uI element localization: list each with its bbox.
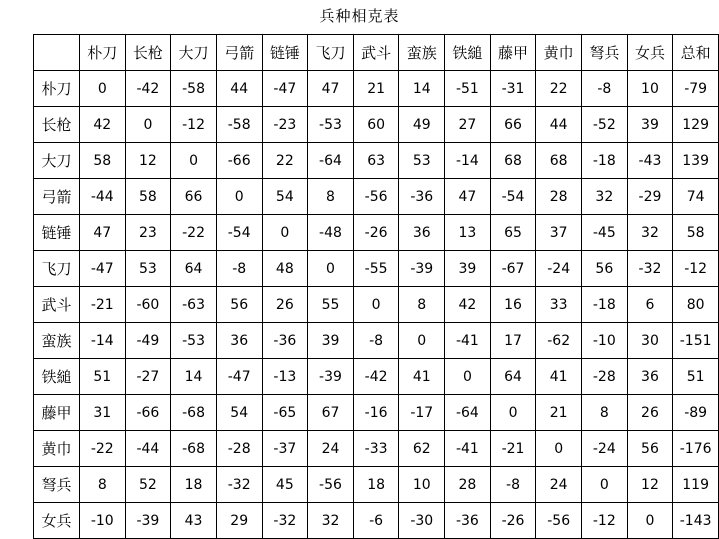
- value-cell: -64: [308, 143, 354, 179]
- row-header: 武斗: [34, 287, 80, 323]
- value-cell: 39: [308, 323, 354, 359]
- table-row: [34, 215, 719, 251]
- value-cell: 0: [399, 323, 445, 359]
- value-cell: -63: [171, 287, 217, 323]
- value-cell: -28: [216, 431, 262, 467]
- value-cell: -53: [171, 323, 217, 359]
- value-cell: 13: [445, 215, 491, 251]
- value-cell: -56: [308, 467, 354, 503]
- value-cell: 29: [216, 503, 262, 539]
- value-cell: -58: [216, 107, 262, 143]
- value-cell: 14: [171, 359, 217, 395]
- value-cell: 8: [399, 287, 445, 323]
- value-cell: 48: [262, 251, 308, 287]
- value-cell: -37: [262, 431, 308, 467]
- value-cell: 44: [536, 107, 582, 143]
- value-cell: 44: [216, 71, 262, 107]
- value-cell: 67: [308, 395, 354, 431]
- value-cell: 49: [399, 107, 445, 143]
- value-cell: 0: [445, 359, 491, 395]
- value-cell: -58: [171, 71, 217, 107]
- value-cell: -54: [490, 179, 536, 215]
- value-cell: 0: [262, 215, 308, 251]
- value-cell: 41: [399, 359, 445, 395]
- value-cell: 63: [353, 143, 399, 179]
- value-cell: 66: [171, 179, 217, 215]
- value-cell: 32: [582, 179, 628, 215]
- value-cell: -26: [490, 503, 536, 539]
- value-cell: -33: [353, 431, 399, 467]
- value-cell: -36: [262, 323, 308, 359]
- value-cell: -23: [262, 107, 308, 143]
- value-cell: 47: [79, 215, 125, 251]
- column-header: 蛮族: [399, 35, 445, 71]
- total-cell: -12: [673, 251, 719, 287]
- value-cell: -52: [582, 107, 628, 143]
- value-cell: -56: [536, 503, 582, 539]
- total-cell: 119: [673, 467, 719, 503]
- table-row: [34, 287, 719, 323]
- value-cell: 31: [79, 395, 125, 431]
- value-cell: 60: [353, 107, 399, 143]
- value-cell: -30: [399, 503, 445, 539]
- value-cell: 58: [79, 143, 125, 179]
- value-cell: -14: [445, 143, 491, 179]
- value-cell: -18: [582, 287, 628, 323]
- value-cell: 36: [627, 359, 673, 395]
- value-cell: -22: [79, 431, 125, 467]
- value-cell: -28: [582, 359, 628, 395]
- value-cell: -18: [582, 143, 628, 179]
- value-cell: -55: [353, 251, 399, 287]
- value-cell: 47: [308, 71, 354, 107]
- column-header: 总和: [673, 35, 719, 71]
- corner-cell: [34, 35, 80, 71]
- value-cell: 14: [399, 71, 445, 107]
- value-cell: -31: [490, 71, 536, 107]
- value-cell: 36: [216, 323, 262, 359]
- value-cell: -44: [79, 179, 125, 215]
- value-cell: -64: [445, 395, 491, 431]
- value-cell: 37: [536, 215, 582, 251]
- total-cell: 58: [673, 215, 719, 251]
- value-cell: 30: [627, 323, 673, 359]
- value-cell: -17: [399, 395, 445, 431]
- column-header: 黄巾: [536, 35, 582, 71]
- value-cell: -22: [171, 215, 217, 251]
- value-cell: 26: [627, 395, 673, 431]
- value-cell: -32: [216, 467, 262, 503]
- column-header: 朴刀: [79, 35, 125, 71]
- value-cell: -39: [399, 251, 445, 287]
- value-cell: -12: [171, 107, 217, 143]
- table-title: 兵种相克表: [319, 7, 400, 25]
- value-cell: 43: [171, 503, 217, 539]
- value-cell: -36: [445, 503, 491, 539]
- value-cell: -51: [445, 71, 491, 107]
- value-cell: -24: [536, 251, 582, 287]
- value-cell: 53: [125, 251, 171, 287]
- value-cell: -56: [353, 179, 399, 215]
- value-cell: 0: [536, 431, 582, 467]
- value-cell: 12: [125, 143, 171, 179]
- value-cell: -12: [582, 503, 628, 539]
- value-cell: -67: [490, 251, 536, 287]
- value-cell: -48: [308, 215, 354, 251]
- value-cell: 68: [536, 143, 582, 179]
- value-cell: -68: [171, 395, 217, 431]
- column-header: 女兵: [627, 35, 673, 71]
- column-header: 长枪: [125, 35, 171, 71]
- table-row: [34, 143, 719, 179]
- value-cell: 8: [308, 179, 354, 215]
- value-cell: -68: [171, 431, 217, 467]
- column-header: 武斗: [353, 35, 399, 71]
- value-cell: -8: [490, 467, 536, 503]
- value-cell: -8: [216, 251, 262, 287]
- value-cell: 27: [445, 107, 491, 143]
- value-cell: 16: [490, 287, 536, 323]
- row-header: 弓箭: [34, 179, 80, 215]
- value-cell: 21: [536, 395, 582, 431]
- value-cell: 0: [582, 467, 628, 503]
- value-cell: 28: [536, 179, 582, 215]
- row-header: 蛮族: [34, 323, 80, 359]
- total-cell: 51: [673, 359, 719, 395]
- value-cell: -26: [353, 215, 399, 251]
- value-cell: -62: [536, 323, 582, 359]
- value-cell: 0: [125, 107, 171, 143]
- value-cell: 54: [262, 179, 308, 215]
- table-row: [34, 107, 719, 143]
- table-row: [34, 251, 719, 287]
- value-cell: -42: [125, 71, 171, 107]
- value-cell: -21: [79, 287, 125, 323]
- value-cell: 0: [490, 395, 536, 431]
- value-cell: 51: [79, 359, 125, 395]
- value-cell: 0: [353, 287, 399, 323]
- value-cell: 0: [171, 143, 217, 179]
- column-header: 弩兵: [582, 35, 628, 71]
- value-cell: -14: [79, 323, 125, 359]
- value-cell: 32: [308, 503, 354, 539]
- value-cell: -44: [125, 431, 171, 467]
- total-cell: -79: [673, 71, 719, 107]
- total-cell: 74: [673, 179, 719, 215]
- value-cell: 65: [490, 215, 536, 251]
- value-cell: -10: [79, 503, 125, 539]
- value-cell: 33: [536, 287, 582, 323]
- table-row: [34, 179, 719, 215]
- row-header: 藤甲: [34, 395, 80, 431]
- value-cell: -16: [353, 395, 399, 431]
- column-header: 大刀: [171, 35, 217, 71]
- value-cell: -43: [627, 143, 673, 179]
- value-cell: 64: [490, 359, 536, 395]
- value-cell: 52: [125, 467, 171, 503]
- value-cell: 47: [445, 179, 491, 215]
- value-cell: -10: [582, 323, 628, 359]
- table-row: [34, 467, 719, 503]
- value-cell: 39: [445, 251, 491, 287]
- value-cell: 45: [262, 467, 308, 503]
- value-cell: 17: [490, 323, 536, 359]
- value-cell: 42: [445, 287, 491, 323]
- value-cell: -29: [627, 179, 673, 215]
- table-row: [34, 395, 719, 431]
- value-cell: -41: [445, 323, 491, 359]
- value-cell: 62: [399, 431, 445, 467]
- column-header: 弓箭: [216, 35, 262, 71]
- value-cell: -60: [125, 287, 171, 323]
- value-cell: 18: [171, 467, 217, 503]
- value-cell: 36: [399, 215, 445, 251]
- value-cell: 53: [399, 143, 445, 179]
- column-header: 飞刀: [308, 35, 354, 71]
- column-header: 藤甲: [490, 35, 536, 71]
- total-cell: 129: [673, 107, 719, 143]
- value-cell: -36: [399, 179, 445, 215]
- value-cell: 21: [353, 71, 399, 107]
- value-cell: 10: [399, 467, 445, 503]
- value-cell: -39: [308, 359, 354, 395]
- value-cell: -65: [262, 395, 308, 431]
- value-cell: -27: [125, 359, 171, 395]
- value-cell: -49: [125, 323, 171, 359]
- value-cell: 23: [125, 215, 171, 251]
- value-cell: -32: [262, 503, 308, 539]
- value-cell: 0: [216, 179, 262, 215]
- value-cell: 0: [308, 251, 354, 287]
- value-cell: 56: [582, 251, 628, 287]
- value-cell: -66: [216, 143, 262, 179]
- value-cell: 18: [353, 467, 399, 503]
- row-header: 女兵: [34, 503, 80, 539]
- table-row: [34, 431, 719, 467]
- row-header: 链锤: [34, 215, 80, 251]
- value-cell: 0: [627, 503, 673, 539]
- row-header: 朴刀: [34, 71, 80, 107]
- value-cell: 55: [308, 287, 354, 323]
- total-cell: -176: [673, 431, 719, 467]
- value-cell: 26: [262, 287, 308, 323]
- value-cell: -24: [582, 431, 628, 467]
- value-cell: 54: [216, 395, 262, 431]
- value-cell: 6: [627, 287, 673, 323]
- value-cell: -47: [262, 71, 308, 107]
- row-header: 铁縋: [34, 359, 80, 395]
- value-cell: 10: [627, 71, 673, 107]
- value-cell: 58: [125, 179, 171, 215]
- value-cell: -39: [125, 503, 171, 539]
- value-cell: 68: [490, 143, 536, 179]
- value-cell: -45: [582, 215, 628, 251]
- value-cell: -47: [79, 251, 125, 287]
- value-cell: 24: [308, 431, 354, 467]
- value-cell: -6: [353, 503, 399, 539]
- row-header: 飞刀: [34, 251, 80, 287]
- value-cell: -32: [627, 251, 673, 287]
- value-cell: 56: [627, 431, 673, 467]
- total-cell: -151: [673, 323, 719, 359]
- value-cell: -8: [353, 323, 399, 359]
- value-cell: 32: [627, 215, 673, 251]
- value-cell: 64: [171, 251, 217, 287]
- table-row: [34, 71, 719, 107]
- value-cell: -47: [216, 359, 262, 395]
- row-header: 长枪: [34, 107, 80, 143]
- total-cell: 139: [673, 143, 719, 179]
- value-cell: 56: [216, 287, 262, 323]
- table-row: [34, 323, 719, 359]
- value-cell: 66: [490, 107, 536, 143]
- value-cell: 12: [627, 467, 673, 503]
- value-cell: 8: [79, 467, 125, 503]
- value-cell: -41: [445, 431, 491, 467]
- table-row: [34, 503, 719, 539]
- value-cell: -53: [308, 107, 354, 143]
- value-cell: 22: [262, 143, 308, 179]
- column-header: 铁縋: [445, 35, 491, 71]
- row-header: 弩兵: [34, 467, 80, 503]
- value-cell: -42: [353, 359, 399, 395]
- value-cell: 22: [536, 71, 582, 107]
- total-cell: -143: [673, 503, 719, 539]
- value-cell: 42: [79, 107, 125, 143]
- value-cell: 28: [445, 467, 491, 503]
- total-cell: 80: [673, 287, 719, 323]
- value-cell: -13: [262, 359, 308, 395]
- value-cell: -21: [490, 431, 536, 467]
- value-cell: -66: [125, 395, 171, 431]
- row-header: 大刀: [34, 143, 80, 179]
- header-row: [34, 35, 719, 71]
- value-cell: 39: [627, 107, 673, 143]
- table-row: [34, 359, 719, 395]
- row-header: 黄巾: [34, 431, 80, 467]
- value-cell: 0: [79, 71, 125, 107]
- value-cell: 24: [536, 467, 582, 503]
- column-header: 链锤: [262, 35, 308, 71]
- value-cell: -54: [216, 215, 262, 251]
- value-cell: 8: [582, 395, 628, 431]
- total-cell: -89: [673, 395, 719, 431]
- value-cell: -8: [582, 71, 628, 107]
- value-cell: 41: [536, 359, 582, 395]
- counter-table: [33, 34, 719, 539]
